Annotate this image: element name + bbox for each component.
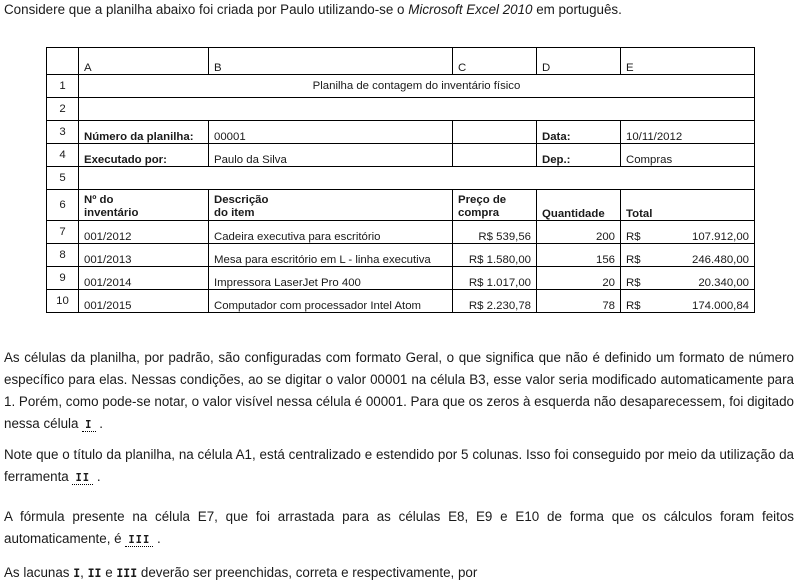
item-quantity: 200 (537, 221, 621, 244)
sheet-number-value: 00001 (209, 121, 453, 144)
item-quantity: 20 (537, 267, 621, 290)
sheet-row-8 (47, 244, 755, 267)
corner-cell (47, 48, 79, 75)
intro-software: Microsoft Excel 2010 (408, 2, 533, 17)
item-price: R$ 539,56 (453, 221, 537, 244)
label-iii: III (116, 566, 138, 580)
row-number: 10 (47, 290, 79, 313)
inventory-number: 001/2012 (79, 221, 209, 244)
row-number: 7 (47, 221, 79, 244)
row-number: 2 (47, 98, 79, 121)
executed-by-label: Executado por: (79, 144, 209, 167)
description-header: Descrição do item (209, 190, 453, 221)
paragraph-formula: A fórmula presente na célula E7, que foi arrastada para as células E8, E9 e E10 de forma que os cálculos foram feitos automaticamente, é III . (4, 509, 794, 546)
blank-ii: II (72, 472, 93, 485)
cell-c3 (453, 121, 537, 144)
row-number: 4 (47, 144, 79, 167)
column-header-row (47, 48, 755, 75)
executed-by-value: Paulo da Silva (209, 144, 453, 167)
item-quantity: 78 (537, 290, 621, 313)
department-value: Compras (621, 144, 755, 167)
sheet-row-4 (47, 144, 755, 167)
paragraph-title: Note que o título da planilha, na célula A1, está centralizado e estendido por 5 colunas. Isso foi conseguido por meio da utilização da ferramenta II . (4, 447, 794, 484)
row-number: 9 (47, 267, 79, 290)
paragraph-question: As lacunas I, II e III deverão ser preenchidas, correta e respectivamente, por (4, 565, 478, 580)
intro-after: em português. (532, 2, 622, 17)
item-quantity: 156 (537, 244, 621, 267)
column-header-a: A (79, 48, 209, 75)
column-header-e: E (621, 48, 755, 75)
sheet-number-label: Número da planilha: (79, 121, 209, 144)
row-number: 8 (47, 244, 79, 267)
inventory-number: 001/2013 (79, 244, 209, 267)
sheet-row-3 (47, 121, 755, 144)
column-header-d: D (537, 48, 621, 75)
total-header: Total (621, 190, 755, 221)
paragraph-format: As células da planilha, por padrão, são configuradas com formato Geral, o que significa que não é definido um formato de número específico para elas. Nessas condições, ao se digitar o valor 00001 na célula B3, esse valor seria modificado automaticamente para 1. Porém, como pode-se notar, o valor visível nessa célula é 00001. Para que os zeros à esquerda não desaparecessem, foi digitado nessa célula I . (4, 350, 794, 431)
row-number: 5 (47, 167, 79, 190)
intro-text (4, 2, 622, 17)
sheet-row-1 (47, 75, 755, 98)
inventory-number: 001/2015 (79, 290, 209, 313)
row-number: 6 (47, 190, 79, 221)
item-price: R$ 2.230,78 (453, 290, 537, 313)
sheet-row-6 (47, 190, 755, 221)
label-ii: II (87, 566, 102, 580)
sheet-title-cell: Planilha de contagem do inventário físico (79, 75, 755, 98)
date-label: Data: (537, 121, 621, 144)
department-label: Dep.: (537, 144, 621, 167)
item-total: R$ 20.340,00 (621, 267, 755, 290)
item-description: Impressora LaserJet Pro 400 (209, 267, 453, 290)
intro-before: Considere que a planilha abaixo foi criada por Paulo utilizando-se o (4, 2, 409, 17)
item-description: Computador com processador Intel Atom (209, 290, 453, 313)
sheet-row-7 (47, 221, 755, 244)
item-total: R$ 174.000,84 (621, 290, 755, 313)
column-header-b: B (209, 48, 453, 75)
sheet-row-9 (47, 267, 755, 290)
item-price: R$ 1.017,00 (453, 267, 537, 290)
label-i: I (73, 566, 81, 580)
item-total: R$ 107.912,00 (621, 221, 755, 244)
date-value: 10/11/2012 (621, 121, 755, 144)
sheet-row-10 (47, 290, 755, 313)
inventory-number: 001/2014 (79, 267, 209, 290)
price-header: Preço de compra (453, 190, 537, 221)
sheet-row-5 (47, 167, 755, 190)
item-total: R$ 246.480,00 (621, 244, 755, 267)
row-number: 3 (47, 121, 79, 144)
sheet-row-2 (47, 98, 755, 121)
item-price: R$ 1.580,00 (453, 244, 537, 267)
blank-i: I (82, 419, 95, 432)
item-description: Cadeira executiva para escritório (209, 221, 453, 244)
spreadsheet-table (46, 47, 755, 313)
blank-iii: III (125, 534, 153, 547)
column-header-c: C (453, 48, 537, 75)
empty-row-cell (79, 167, 755, 190)
row-number: 1 (47, 75, 79, 98)
empty-row-cell (79, 98, 755, 121)
cell-c4 (453, 144, 537, 167)
inventory-number-header: Nº do inventário (79, 190, 209, 221)
quantity-header: Quantidade (537, 190, 621, 221)
item-description: Mesa para escritório em L - linha executiva (209, 244, 453, 267)
